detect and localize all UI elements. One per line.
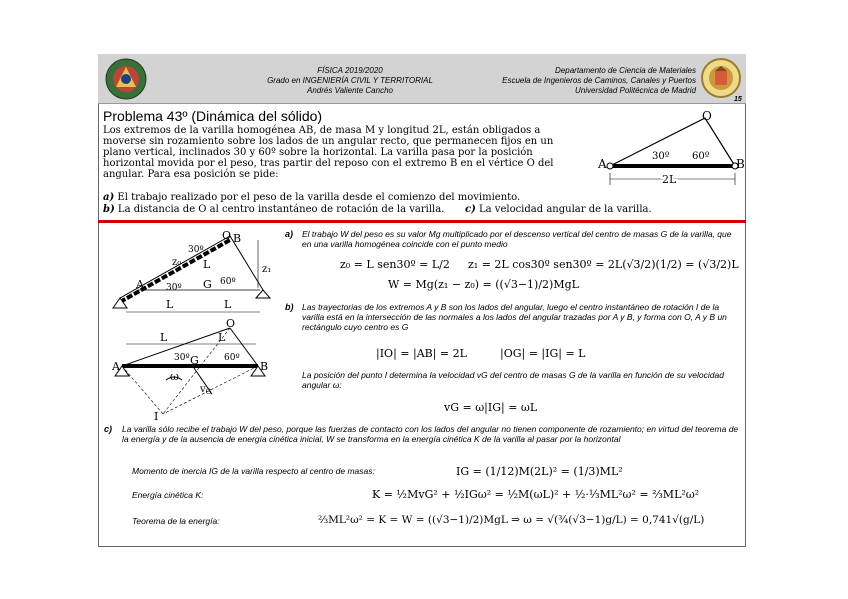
fig2-label-a: A <box>112 360 120 373</box>
sol-b-eq1: |IO| = |AB| = 2L <box>376 347 467 360</box>
top-fig-angle-60: 60º <box>692 151 710 162</box>
qb-label: b) <box>103 204 115 215</box>
sol-c-eq2: K = ½MvG² + ½IGω² = ½M(ωL)² + ½·⅓ML²ω² = ⅔ML²ω² <box>372 488 700 501</box>
etsi-caminos-logo <box>104 57 148 101</box>
fig2-label-omega: ω <box>170 370 179 383</box>
sol-a-eq1: z₀ = L sen30º = L/2 <box>340 258 450 271</box>
qc-text: La velocidad angular de la varilla. <box>479 204 652 215</box>
fig1-angle-30a: 30º <box>188 245 204 255</box>
header-course-info <box>240 66 460 96</box>
sol-c-item3: Teorema de la energía: <box>132 516 220 526</box>
problem-title: Problema 43º (Dinámica del sólido) <box>103 108 323 124</box>
sol-c-eq1: IG = (1/12)M(2L)² = (1/3)ML² <box>456 465 623 478</box>
question-a <box>103 192 520 203</box>
sol-c-item2: Energía cinética K: <box>132 490 204 500</box>
sol-a-eq2: z₁ = 2L cos30º sen30º = 2L(√3/2)(1/2) = (√3/2)L <box>468 258 739 271</box>
university: Universidad Politécnica de Madrid <box>575 86 696 95</box>
problem-statement: Los extremos de la varilla homogénea AB, de masa M y longitud 2L, están obligados a moverse sin rozamiento sobre los lados de un angular recto, que permanecen fijos en un plano vertical, inclinados 30 y 60º sobre la horizontal. La varilla pasa por la posición horizontal movida por el peso, tras partir del reposo con el extremo B en el vértice O del angular. Para esa posición se pide: <box>103 125 554 180</box>
fig2-label-vg: $v_G$ <box>200 384 212 396</box>
fig1-label-a: A <box>136 278 144 291</box>
fig2-angle-30: 30º <box>174 353 190 363</box>
fig1-angle-60: 60º <box>220 277 236 287</box>
question-b <box>103 204 444 215</box>
sol-a-label: a) <box>285 229 294 239</box>
fig2-label-l1: L <box>160 331 168 344</box>
fig2-angle-60: 60º <box>224 353 240 363</box>
sol-b-eq2: |OG| = |IG| = L <box>500 347 586 360</box>
sol-b-eq3: vG = ω|IG| = ωL <box>444 401 538 414</box>
top-fig-pin-a <box>607 163 613 169</box>
fig2-label-l2: L <box>218 331 226 344</box>
sol-c-item1: Momento de inercia IG de la varilla respecto al centro de masas: <box>132 466 375 476</box>
department: Departamento de Ciencia de Materiales <box>555 66 696 75</box>
qa-text: El trabajo realizado por el peso de la varilla desde el comienzo del movimiento. <box>117 192 521 203</box>
author-name: Andrés Valiente Cancho <box>307 86 393 95</box>
figure-initial-position <box>108 228 280 320</box>
fig1-label-b: B <box>233 232 242 245</box>
sol-b-text2: La posición del punto I determina la velocidad vG del centro de masas G de la varilla en función de su velocidad angular ω: <box>302 370 724 390</box>
fig2-label-i: I <box>154 410 159 423</box>
fig1-angle-30b: 30º <box>166 283 182 293</box>
fig1-label-z0: z₀ <box>172 257 182 268</box>
top-fig-label-b: B <box>736 157 745 171</box>
fig1-label-g: G <box>203 278 212 291</box>
top-figure <box>590 110 746 215</box>
sol-b-label: b) <box>285 302 294 312</box>
sol-a-eq3: W = Mg(z₁ − z₀) = ((√3−1)/2)MgL <box>388 278 579 291</box>
fig2-label-g: G <box>190 354 199 367</box>
figure-horizontal-position <box>108 318 280 426</box>
page-number: 15 <box>734 96 742 103</box>
top-fig-length: 2L <box>662 173 677 186</box>
fig1-label-z1: z₁ <box>262 264 272 275</box>
upm-seal-logo <box>700 57 742 99</box>
qc-label: c) <box>465 204 476 215</box>
fig1-label-o: O <box>222 229 232 242</box>
qb-text: La distancia de O al centro instantáneo de rotación de la varilla. <box>117 204 445 215</box>
fig2-label-o: O <box>226 318 236 330</box>
sol-b-text: Las trayectorias de los extremos A y B son los lados del angular, luego el centro instantáneo de rotación I de la varilla está en la intersección de las normales a los lados del angular trazadas por A y B, y forma con O, A y B un rectángulo cuyo centro es G <box>302 302 727 332</box>
header-institution <box>470 66 696 96</box>
sol-c-eq3: ⅔ML²ω² = K = W = ((√3−1)/2)MgL ⇒ ω = √(¾(√3−1)g/L) = 0,741√(g/L) <box>318 514 705 526</box>
course-year: FÍSICA 2019/2020 <box>317 66 383 75</box>
fig1-label-l: L <box>203 258 211 271</box>
degree-name: Grado en INGENIERÍA CIVIL Y TERRITORIAL <box>267 76 433 85</box>
top-fig-label-o: O <box>702 110 712 123</box>
sol-a-text: El trabajo W del peso es su valor Mg multiplicado por el descenso vertical del centro de masas G de la varilla, que en una varilla homogénea coincide con el punto medio <box>302 229 732 249</box>
qa-label: a) <box>103 192 115 203</box>
school: Escuela de Ingenieros de Caminos, Canales y Puertos <box>502 76 696 85</box>
top-fig-side-right <box>705 118 735 166</box>
fig1-label-lb2: L <box>224 298 232 311</box>
fig2-label-b: B <box>260 360 269 373</box>
fig1-label-lb1: L <box>166 298 174 311</box>
top-fig-angle-30: 30º <box>652 151 670 162</box>
sol-c-label: c) <box>104 424 113 434</box>
sol-c-text: La varilla sólo recibe el trabajo W del peso, porque las fuerzas de contacto con los lados del angular no tienen componente de rozamiento; en virtud del teorema de la energía y de la ausencia de energía cinética inicial, W se transforma en la energía cinética K de la varilla al pasar por la horizontal <box>122 424 739 444</box>
section-divider <box>98 220 746 223</box>
top-fig-label-a: A <box>598 157 607 171</box>
